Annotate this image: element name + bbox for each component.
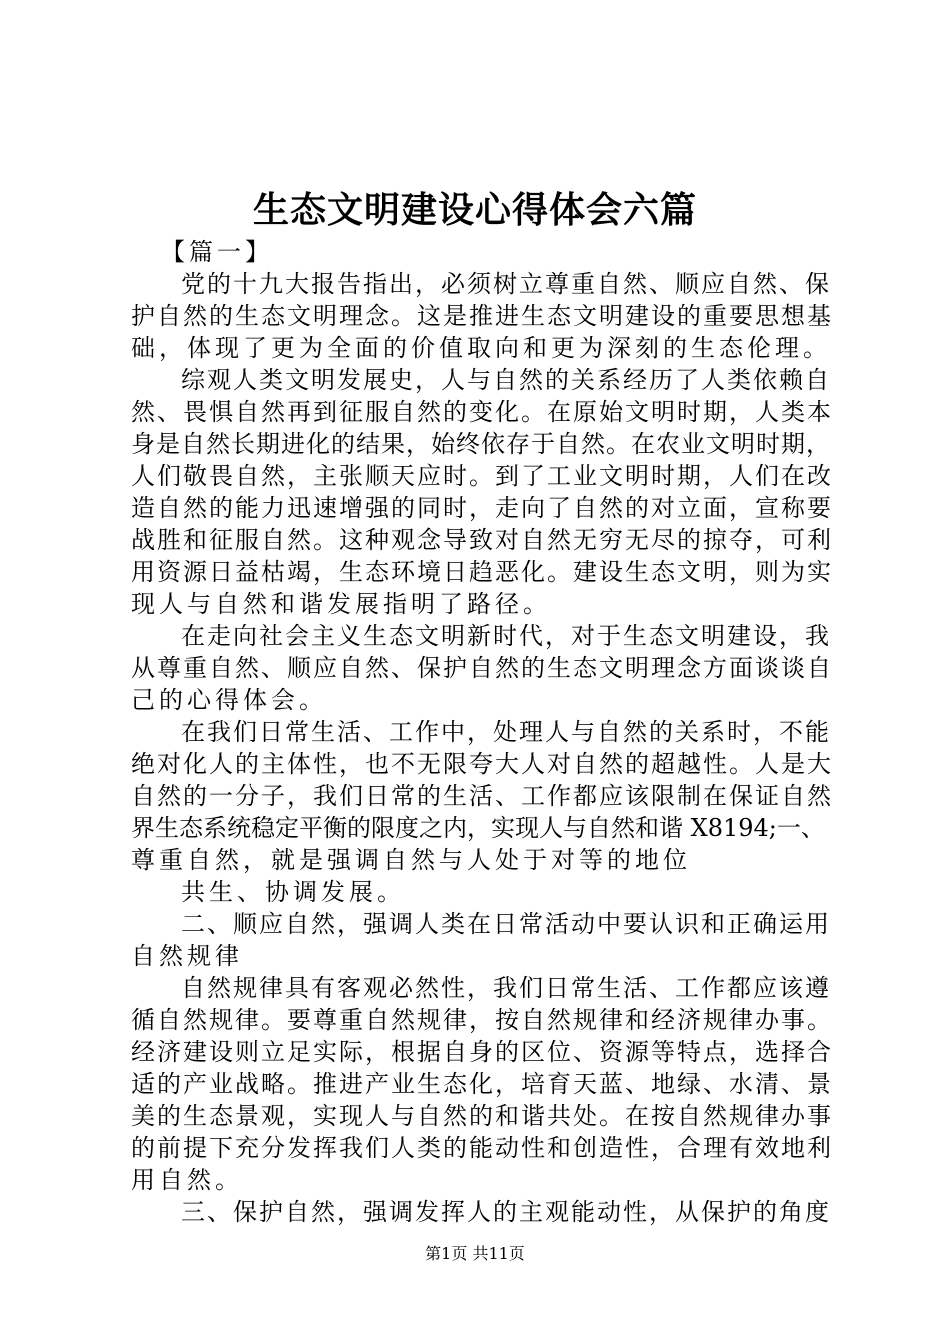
- text-line: 然、畏惧自然再到征服自然的变化。在原始文明时期，人类本: [131, 398, 833, 426]
- text-line: 自然的一分子，我们日常的生活、工作都应该限制在保证自然: [131, 782, 833, 810]
- text-line: 共生、协调发展。: [181, 878, 405, 906]
- document-body: [131, 236, 836, 1228]
- text-line: 循自然规律。要尊重自然规律，按自然规律和经济规律办事。: [131, 1006, 833, 1034]
- text-line: 在我们日常生活、工作中，处理人与自然的关系时，不能: [181, 718, 831, 746]
- text-line: 在走向社会主义生态文明新时代，对于生态文明建设，我: [181, 622, 831, 650]
- text-line: 础，体现了更为全面的价值取向和更为深刻的生态伦理。: [131, 334, 831, 362]
- text-line: 自然规律具有客观必然性，我们日常生活、工作都应该遵: [181, 974, 831, 1002]
- text-line: 尊重自然，就是强调自然与人处于对等的地位: [131, 846, 691, 874]
- text-line: 造自然的能力迅速增强的同时，走向了自然的对立面，宣称要: [131, 494, 833, 522]
- text-line: 从尊重自然、顺应自然、保护自然的生态文明理念方面谈谈自: [131, 654, 833, 682]
- text-line: 人们敬畏自然，主张顺天应时。到了工业文明时期，人们在改: [131, 462, 833, 490]
- document-title: 生态文明建设心得体会六篇: [252, 189, 697, 231]
- text-line: 适的产业战略。推进产业生态化，培育天蓝、地绿、水清、景: [131, 1070, 833, 1098]
- text-line: 护自然的生态文明理念。这是推进生态文明建设的重要思想基: [131, 302, 833, 330]
- text-line: 用资源日益枯竭，生态环境日趋恶化。建设生态文明，则为实: [131, 558, 833, 586]
- text-line: 经济建设则立足实际，根据自身的区位、资源等特点，选择合: [131, 1038, 833, 1066]
- text-line: 自然规律: [131, 942, 243, 970]
- text-line: 综观人类文明发展史，人与自然的关系经历了人类依赖自: [181, 366, 831, 394]
- text-line: 的前提下充分发挥我们人类的能动性和创造性，合理有效地利: [131, 1134, 833, 1162]
- text-line: 绝对化人的主体性，也不无限夸大人对自然的超越性。人是大: [131, 750, 833, 778]
- text-line: 界生态系统稳定平衡的限度之内，实现人与自然和谐 X8194;一、: [131, 814, 825, 842]
- text-line: 三、保护自然，强调发挥人的主观能动性，从保护的角度: [181, 1198, 831, 1226]
- text-line: 用自然。: [131, 1166, 243, 1194]
- section-heading: 【篇一】: [161, 238, 273, 266]
- text-line: 二、顺应自然，强调人类在日常活动中要认识和正确运用: [181, 910, 831, 938]
- text-line: 战胜和征服自然。这种观念导致对自然无穷无尽的掠夺，可利: [131, 526, 833, 554]
- text-line: 党的十九大报告指出，必须树立尊重自然、顺应自然、保: [181, 270, 831, 298]
- text-line: 身是自然长期进化的结果，始终依存于自然。在农业文明时期，: [131, 430, 831, 458]
- page-footer: 第1页 共11页: [425, 1244, 525, 1263]
- text-line: 美的生态景观，实现人与自然的和谐共处。在按自然规律办事: [131, 1102, 833, 1130]
- text-line: 现人与自然和谐发展指明了路径。: [131, 590, 551, 618]
- text-line: 己的心得体会。: [131, 686, 327, 714]
